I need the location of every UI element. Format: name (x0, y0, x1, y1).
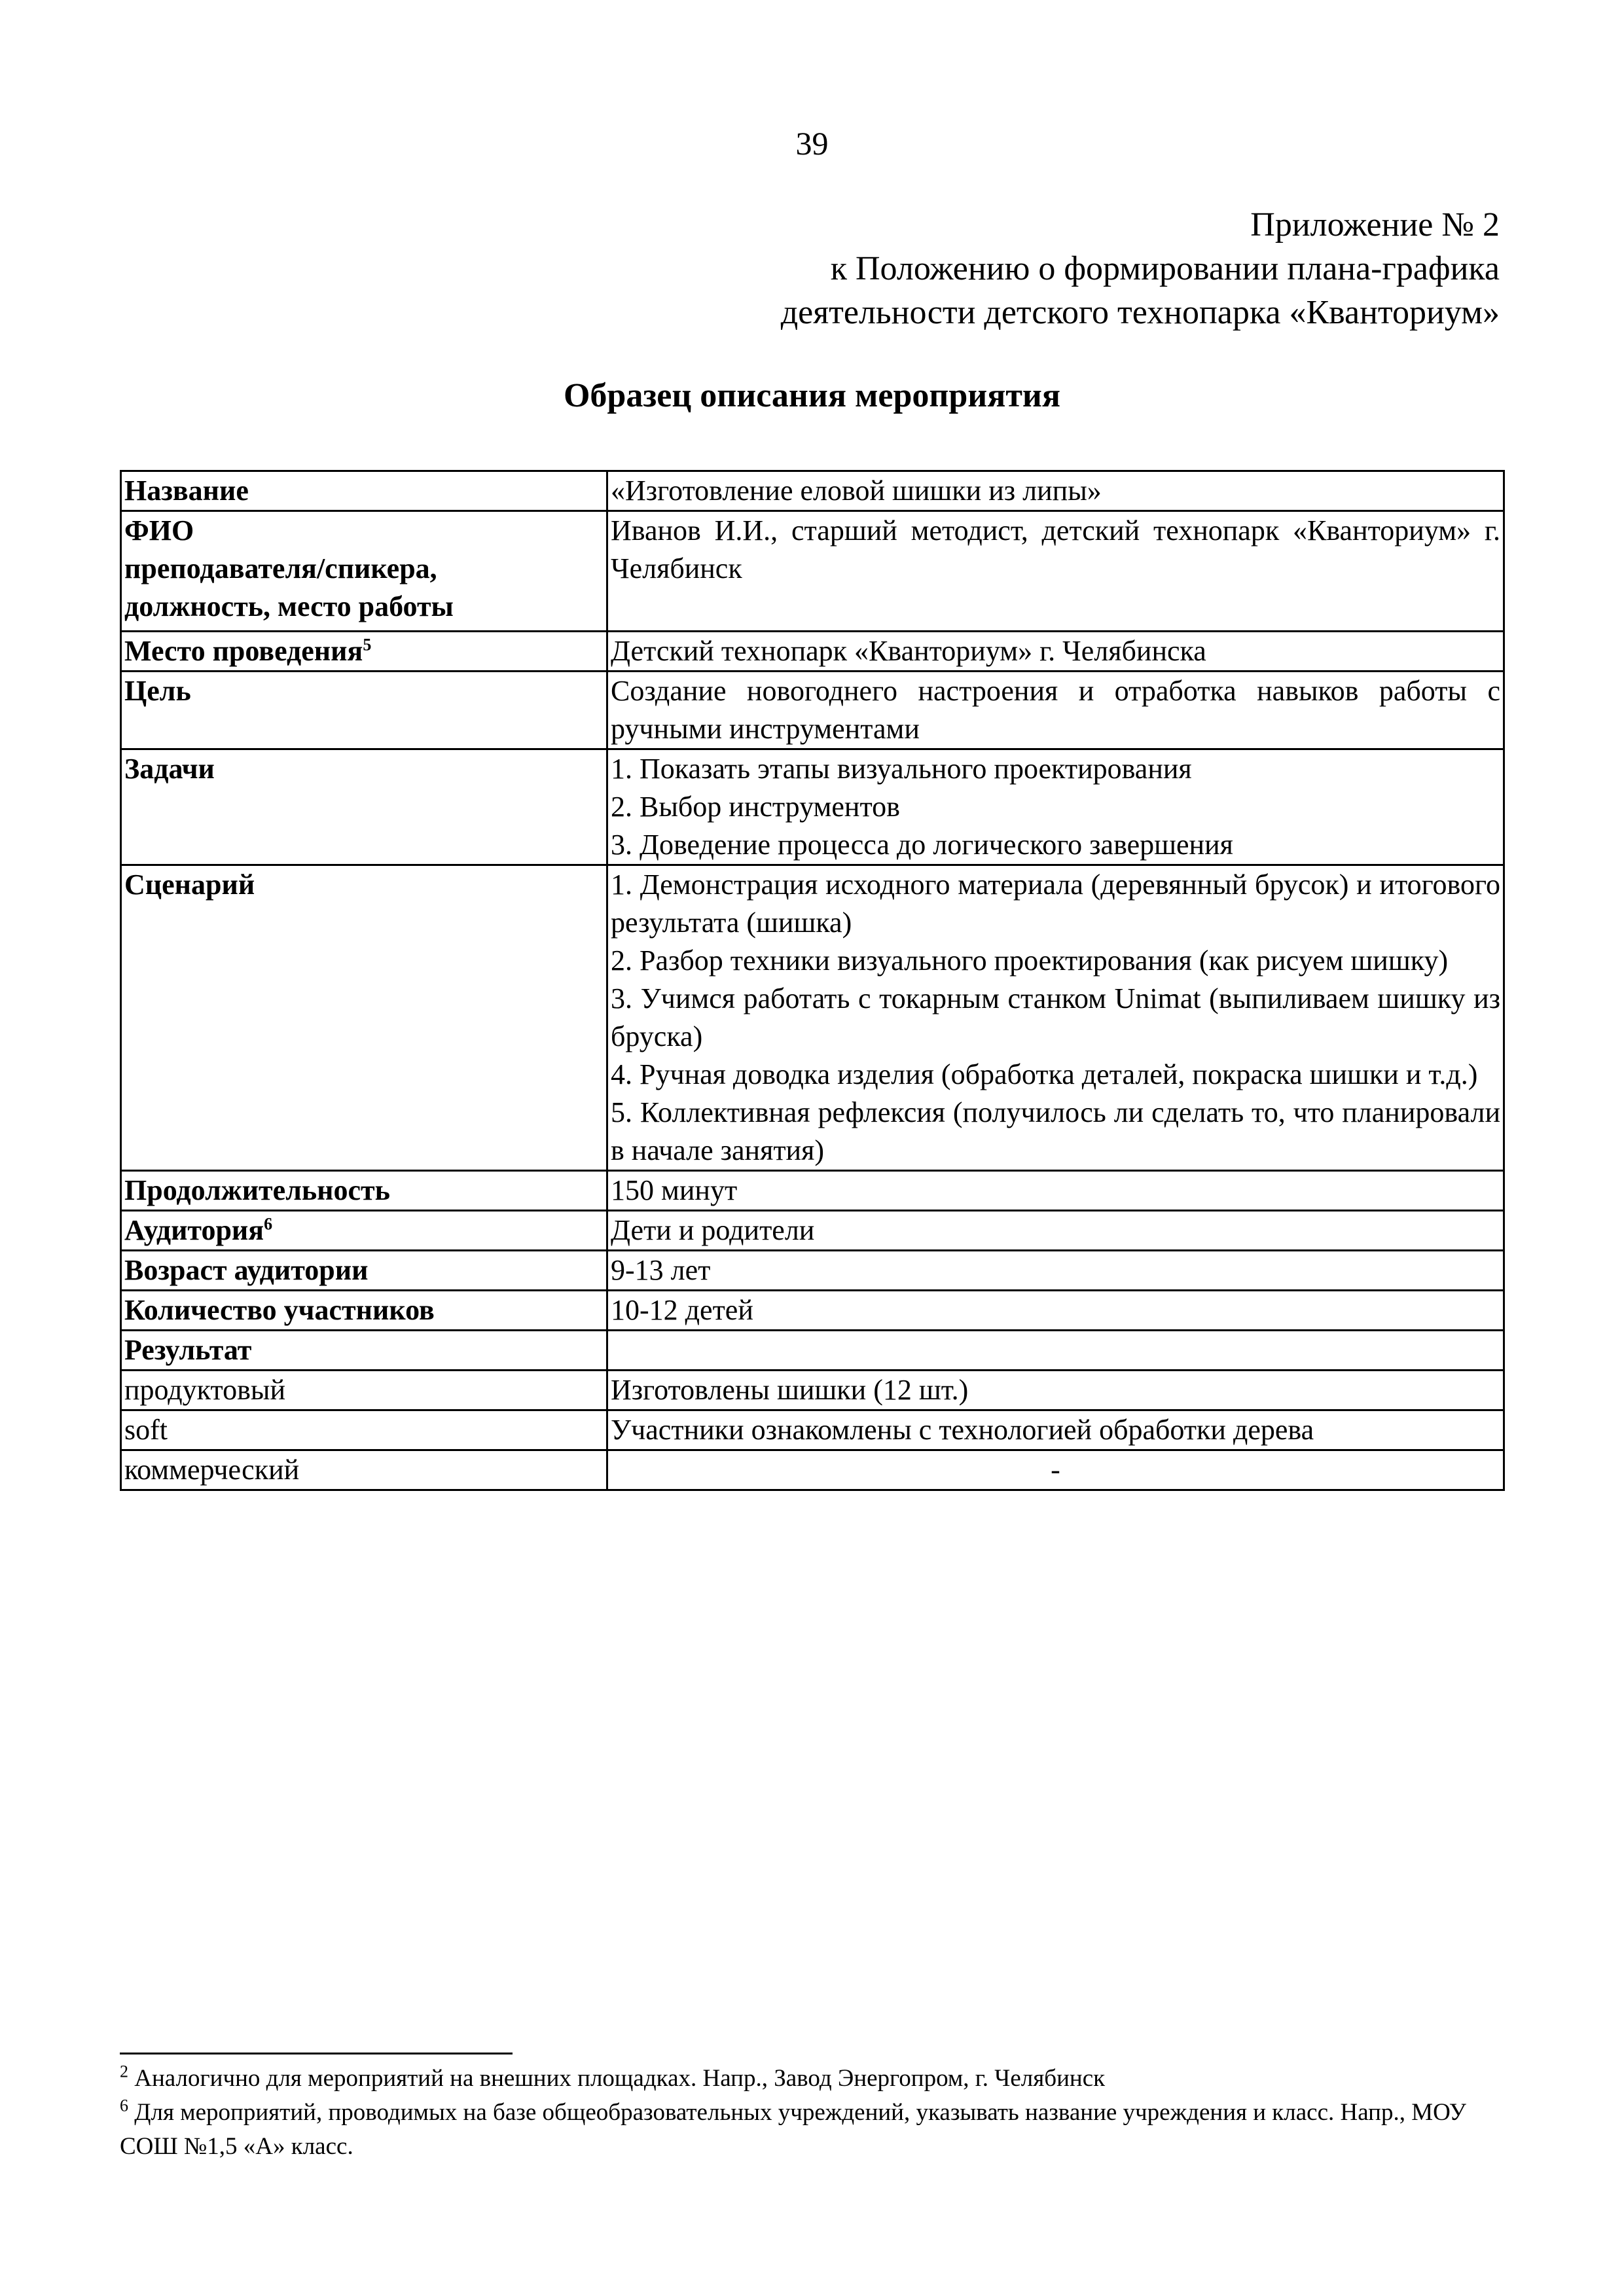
row-value: Иванов И.И., старший методист, детский технопарк «Кванториум» г. Челябинск (607, 511, 1504, 632)
row-label (121, 1211, 607, 1251)
list-item: 2. Выбор инструментов (611, 791, 900, 823)
row-value: Создание новогоднего настроения и отработка навыков работы с ручными инструментами (607, 672, 1504, 749)
list-item: 3. Доведение процесса до логического завершения (611, 829, 1233, 861)
row-value: Участники ознакомлены с технологией обработки дерева (607, 1410, 1504, 1450)
table-row (121, 1171, 1504, 1211)
row-label: Результат (121, 1331, 607, 1371)
list-item: 4. Ручная доводка изделия (обработка деталей, покраска шишки и т.д.) (611, 1058, 1478, 1090)
footnote (120, 2062, 1507, 2096)
row-value: «Изготовление еловой шишки из липы» (607, 471, 1504, 511)
list-item: 1. Демонстрация исходного материала (деревянный брусок) и итогового результата (шишка) (611, 869, 1500, 939)
row-label: soft (121, 1410, 607, 1450)
footnotes (120, 2062, 1507, 2164)
label-text: Аудитория (124, 1214, 264, 1246)
row-label: продуктовый (121, 1371, 607, 1410)
page-title: Образец описания мероприятия (563, 377, 1061, 414)
appendix-line: деятельности детского технопарка «Кванториум» (780, 294, 1500, 331)
row-label (121, 511, 607, 632)
table-row (121, 471, 1504, 511)
row-value: - (607, 1450, 1504, 1490)
table-row (121, 1251, 1504, 1291)
table-row (121, 749, 1504, 865)
table-row (121, 1371, 1504, 1410)
appendix-header (781, 203, 1500, 334)
row-label: Сценарий (121, 865, 607, 1171)
list-item: 2. Разбор техники визуального проектирования (как рисуем шишку) (611, 944, 1449, 977)
list-item: 5. Коллективная рефлексия (получилось ли сделать то, что планировали в начале занятия) (611, 1096, 1500, 1166)
label-line: ФИО (124, 514, 194, 547)
row-value: Детский технопарк «Кванториум» г. Челябинска (607, 632, 1504, 672)
table-row (121, 865, 1504, 1171)
footnote-text: Аналогично для мероприятий на внешних площадках. Напр., Завод Энергопром, г. Челябинск (134, 2065, 1106, 2092)
table-row (121, 1450, 1504, 1490)
row-label: Цель (121, 672, 607, 749)
page-number: 39 (795, 125, 829, 162)
row-label: коммерческий (121, 1450, 607, 1490)
table-row (121, 1331, 1504, 1371)
label-line: преподавателя/спикера, (124, 552, 437, 584)
row-label: Продолжительность (121, 1171, 607, 1211)
row-value: 10-12 детей (607, 1291, 1504, 1331)
footnote-ref: 6 (264, 1214, 273, 1234)
row-value (607, 749, 1504, 865)
label-text: Место проведения (124, 635, 363, 667)
row-value (607, 1331, 1504, 1371)
footnote-text: Для мероприятий, проводимых на базе общеобразовательных учреждений, указывать название учреждения и класс. Напр., МОУ СОШ №1,5 «А» класс. (120, 2099, 1466, 2160)
table-row (121, 1291, 1504, 1331)
footnote-divider (120, 2053, 513, 2054)
row-label (121, 632, 607, 672)
row-value: 150 минут (607, 1171, 1504, 1211)
appendix-line: Приложение № 2 (1250, 206, 1500, 243)
table-row (121, 632, 1504, 672)
row-value: Дети и родители (607, 1211, 1504, 1251)
list-item: 3. Учимся работать с токарным станком Unimat (выпиливаем шишку из бруска) (611, 982, 1500, 1052)
label-line: должность, место работы (124, 590, 454, 622)
appendix-line: к Положению о формировании плана-графика (830, 250, 1500, 287)
footnote-ref: 5 (363, 635, 372, 655)
event-description-table (120, 470, 1505, 1491)
row-value (607, 865, 1504, 1171)
table-row (121, 672, 1504, 749)
row-label: Задачи (121, 749, 607, 865)
table-row (121, 1410, 1504, 1450)
row-value: Изготовлены шишки (12 шт.) (607, 1371, 1504, 1410)
footnote-number: 6 (120, 2096, 128, 2115)
row-value: 9-13 лет (607, 1251, 1504, 1291)
row-label: Название (121, 471, 607, 511)
list-item: 1. Показать этапы визуального проектирования (611, 753, 1192, 785)
row-label: Возраст аудитории (121, 1251, 607, 1291)
table-row (121, 511, 1504, 632)
table-row (121, 1211, 1504, 1251)
footnote (120, 2096, 1507, 2164)
footnote-number: 2 (120, 2062, 128, 2081)
row-label: Количество участников (121, 1291, 607, 1331)
